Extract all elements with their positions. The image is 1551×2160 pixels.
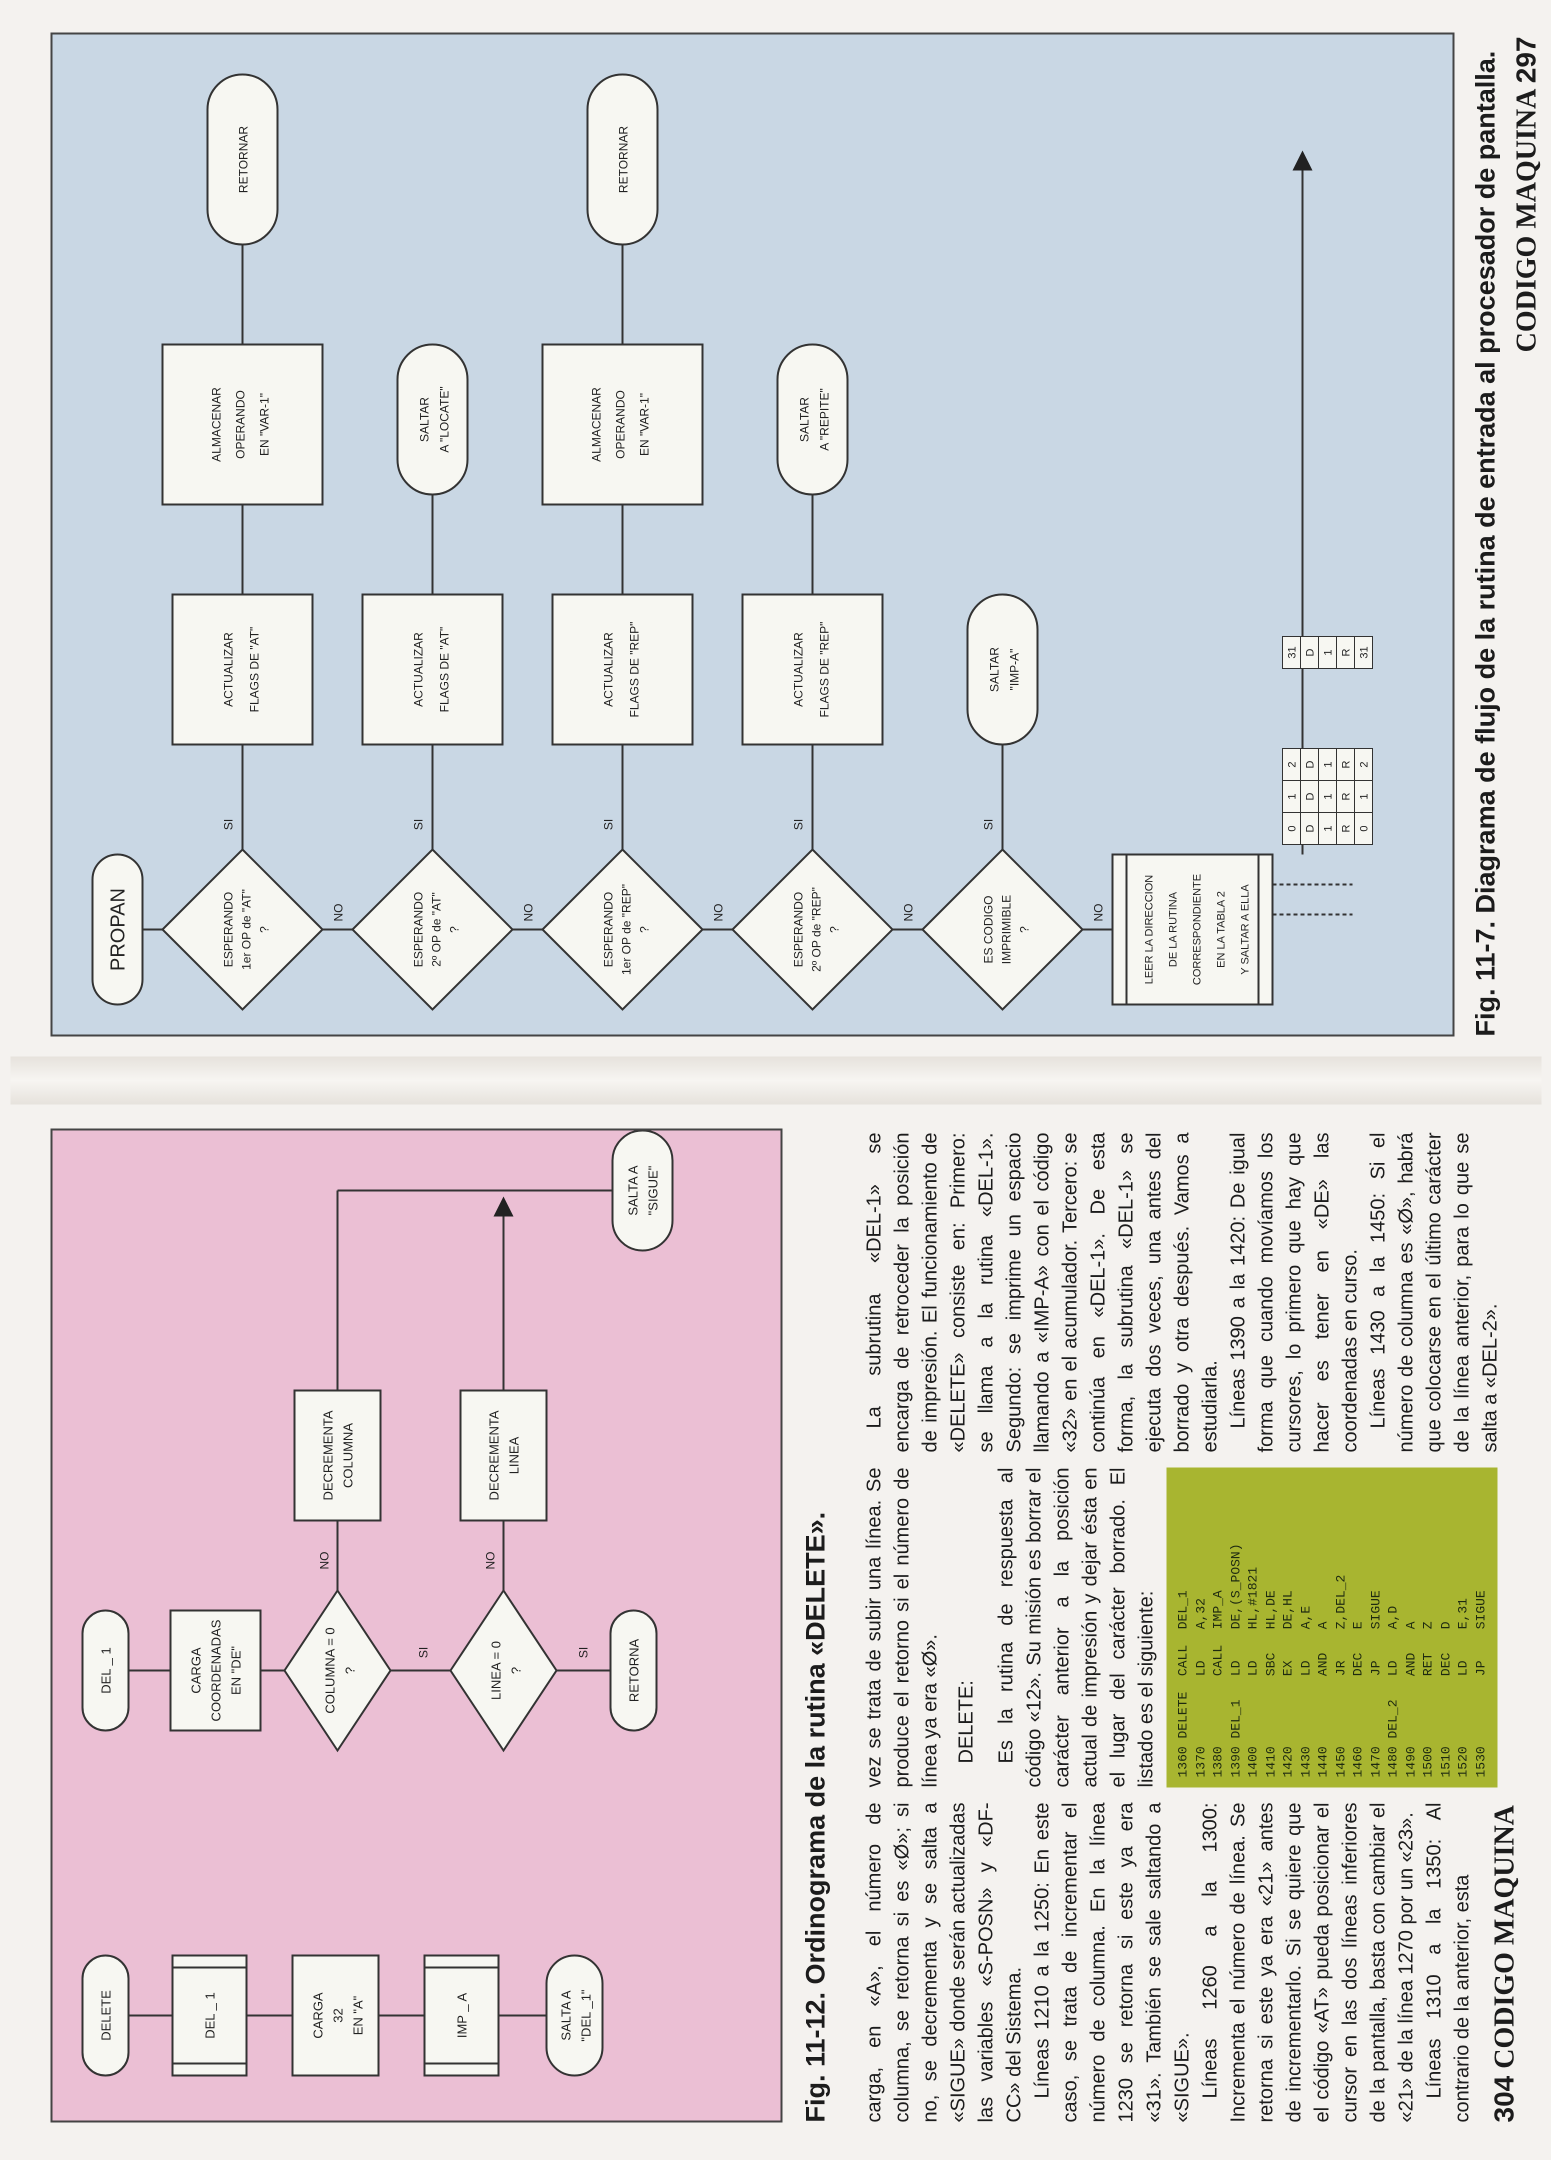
row2-si-label: SI bbox=[411, 818, 425, 830]
carga-coord-line2: COORDENADAS bbox=[208, 1619, 223, 1721]
code-line: 1460 DEC E bbox=[1350, 1620, 1365, 1777]
code-line: 1410 SBC HL,DE bbox=[1262, 1589, 1278, 1777]
dec-columna-box bbox=[294, 1390, 380, 1520]
saltar-repite-line2: A "REPITE" bbox=[817, 387, 831, 451]
code-line: 1430 LD A,E bbox=[1297, 1605, 1313, 1777]
section-heading: DELETE: bbox=[955, 1679, 977, 1763]
saltar-repite-line1: SALTAR bbox=[797, 396, 811, 442]
delete-flowchart-svg bbox=[52, 1130, 780, 2120]
linea-decision-line1: LINEA = 0 bbox=[488, 1640, 503, 1700]
paragraph: Líneas 1390 a la 1420: De igual forma que cuando movíamos los cursores, lo primero que hay que hacer es tener en «DE» las coordenadas en curso. bbox=[1227, 1132, 1361, 1452]
actualizar-row1-line1: ACTUALIZAR bbox=[221, 631, 235, 707]
delete-terminal-label: DELETE bbox=[98, 1989, 113, 2041]
actualizar-row3-line2: FLAGS DE "REP" bbox=[627, 621, 641, 717]
almacenar-row3-line3: EN "VAR-1" bbox=[637, 392, 651, 456]
decision-row2-line3: ? bbox=[447, 925, 461, 933]
impa-call-label: IMP _ A bbox=[454, 1992, 469, 2038]
propan-label: PROPAN bbox=[107, 887, 129, 971]
saltar-impa-line1: SALTAR bbox=[987, 646, 1001, 692]
carga32-line3: EN "A" bbox=[350, 1995, 365, 2035]
lookup-line5: Y SALTAR A ELLA bbox=[1239, 883, 1251, 975]
decision-row1-line3: ? bbox=[257, 925, 271, 933]
table-cell-text: 0 bbox=[1286, 824, 1298, 832]
columna-si-label: SI bbox=[416, 1646, 430, 1658]
table-cell-text: D bbox=[1304, 824, 1316, 832]
carga32-line2: 32 bbox=[330, 2007, 345, 2023]
dec-linea-line1: DECREMENTA bbox=[486, 1409, 501, 1501]
left-column-1 bbox=[860, 1802, 1476, 2122]
salta-sigue-line1: SALTA A bbox=[625, 1164, 640, 1216]
code-line: 1530 JP SIGUE bbox=[1472, 1589, 1488, 1777]
del1-terminal-label: DEL _ 1 bbox=[98, 1646, 113, 1694]
code-line: 1490 AND A bbox=[1402, 1620, 1418, 1777]
almacenar-row1-line2: OPERANDO bbox=[233, 389, 247, 459]
page-number: 304 bbox=[1488, 2075, 1519, 2122]
decision-row5-line3: ? bbox=[1017, 925, 1031, 933]
decision-row5-line2: IMPRIMIBLE bbox=[999, 894, 1013, 964]
running-head: CODIGO MAQUINA bbox=[1511, 89, 1542, 352]
paragraph: carga, en «A», el número de columna, se retorna si es «Ø»; si no, se decrementa y se salta a «SIGUE» donde serán actualizadas las variables «S-POSN» y «DF-CC» del Sistema. bbox=[863, 1802, 1025, 2122]
decision-row4-line1: ESPERANDO bbox=[791, 891, 805, 967]
linea-no-label: NO bbox=[483, 1551, 497, 1569]
row5-si-label: SI bbox=[981, 818, 995, 830]
actualizar-row3 bbox=[552, 594, 692, 744]
table-cell-text: D bbox=[1304, 648, 1316, 656]
code-line: 1480 DEL_2 LD A,D bbox=[1385, 1605, 1400, 1777]
carga-coord-line1: CARGA bbox=[188, 1646, 203, 1694]
salta-del1-line2: "DEL _1" bbox=[578, 1988, 593, 2042]
salta-sigue-line2: "SIGUE" bbox=[645, 1165, 660, 1215]
running-head: CODIGO MAQUINA bbox=[1489, 1804, 1520, 2069]
columna-decision-line2: ? bbox=[342, 1666, 357, 1674]
table-cell-text: 2 bbox=[1358, 760, 1370, 768]
linea-decision-line2: ? bbox=[508, 1666, 523, 1674]
code-line: 1500 RET Z bbox=[1420, 1620, 1435, 1777]
code-line: 1380 CALL IMP_A bbox=[1210, 1589, 1225, 1777]
carga-coord-line3: EN "DE" bbox=[228, 1645, 243, 1695]
paragraph: Líneas 1260 a la 1300: Incrementa el número de línea. Se retorna si este ya era «21» antes de incrementarlo. Si se quiere que el código «AT» pueda posicionar el cursor en las dos líneas inferiores de la pantalla, basta con cambiar el «21» de la línea 1270 por un «23». bbox=[1199, 1802, 1417, 2122]
table-cell-text: 1 bbox=[1322, 824, 1334, 832]
paragraph: vez se trata de subir una línea. Se produce el retorno si el número de línea ya era «Ø». bbox=[863, 1467, 941, 1787]
table-cell-text: 1 bbox=[1322, 648, 1334, 656]
decision-row3-line1: ESPERANDO bbox=[601, 891, 615, 967]
lookup-line2: DE LA RUTINA bbox=[1167, 891, 1179, 967]
paragraph: Líneas 1430 a la 1450: Si el número de columna es «Ø», habrá que colocarse en el último carácter de la línea anterior, para lo que se salta a «DEL-2». bbox=[1367, 1132, 1501, 1452]
paragraph: Es la rutina de respuesta al código «12». Su misión es borrar el carácter anterior a la posición actual de impresión y dejar ésta en el lugar del carácter borrado. El listado es el siguiente: bbox=[995, 1467, 1157, 1787]
actualizar-row1 bbox=[172, 594, 312, 744]
code-line: 1450 JR Z,DEL_2 bbox=[1332, 1574, 1348, 1777]
decision-row3-line3: ? bbox=[637, 925, 651, 933]
decision-row1-line2: 1er OP de "AT" bbox=[239, 888, 253, 970]
almacenar-row3-line2: OPERANDO bbox=[613, 389, 627, 459]
almacenar-row3-line1: ALMACENAR bbox=[589, 386, 603, 462]
lookup-line3: CORRESPONDIENTE bbox=[1191, 873, 1203, 985]
left-column-3 bbox=[860, 1132, 1504, 1452]
actualizar-row2-line2: FLAGS DE "AT" bbox=[437, 626, 451, 712]
dec-linea-line2: LINEA bbox=[506, 1436, 521, 1474]
decision-row1-line1: ESPERANDO bbox=[221, 891, 235, 967]
salta-del1-line1: SALTA A bbox=[558, 1989, 573, 2041]
table-cell-text: 31 bbox=[1286, 645, 1298, 659]
actualizar-row4-line1: ACTUALIZAR bbox=[791, 631, 805, 707]
decision-row2-line1: ESPERANDO bbox=[411, 891, 425, 967]
salta-sigue-terminal bbox=[612, 1130, 672, 1250]
saltar-locate-line2: A "LOCATE" bbox=[437, 385, 451, 453]
code-line: 1360 DELETE CALL DEL_1 bbox=[1175, 1589, 1190, 1777]
almacenar-row1-line3: EN "VAR-1" bbox=[257, 392, 271, 456]
decision-row2-line2: 2º OP de "AT" bbox=[429, 891, 443, 967]
retornar-row1-label: RETORNAR bbox=[236, 125, 250, 193]
table-cell-text: 1 bbox=[1358, 792, 1370, 800]
figure-caption-11-12: Fig. 11-12. Ordinograma de la rutina «DELETE». bbox=[800, 1511, 830, 2122]
row5-no-label: NO bbox=[1091, 903, 1105, 921]
code-line: 1510 DEC D bbox=[1437, 1620, 1453, 1777]
del1-call-label: DEL _ 1 bbox=[202, 1991, 217, 2039]
saltar-repite bbox=[777, 344, 847, 494]
carga32-line1: CARGA bbox=[310, 1991, 325, 2039]
code-line: 1440 AND A bbox=[1315, 1620, 1330, 1777]
saltar-locate-line1: SALTAR bbox=[417, 396, 431, 442]
code-line: 1390 DEL_1 LD DE,(S_POSN) bbox=[1227, 1542, 1243, 1777]
retorna-label: RETORNA bbox=[626, 1638, 641, 1702]
table-cell-text: 31 bbox=[1358, 645, 1370, 659]
table-cell-text: R bbox=[1340, 760, 1352, 768]
salta-del1-terminal bbox=[546, 1955, 602, 2075]
actualizar-row1-line2: FLAGS DE "AT" bbox=[247, 626, 261, 712]
table-cell-text: D bbox=[1304, 792, 1316, 800]
lookup-line1: LEER LA DIRECCION bbox=[1143, 874, 1155, 984]
figure-caption-11-7: Fig. 11-7. Diagrama de flujo de la rutina de entrada al procesador de pantalla. bbox=[1470, 50, 1500, 1036]
code-line: 1370 LD A,32 bbox=[1192, 1597, 1208, 1777]
dec-linea-box bbox=[460, 1390, 546, 1520]
decision-row4-line2: 2º OP de "REP" bbox=[809, 886, 823, 972]
almacenar-row1-line1: ALMACENAR bbox=[209, 386, 223, 462]
book-gutter bbox=[10, 1056, 1541, 1104]
table-cell-text: R bbox=[1340, 824, 1352, 832]
table-cell-text: R bbox=[1340, 648, 1352, 656]
code-line: 1400 LD HL,#1821 bbox=[1245, 1566, 1260, 1777]
row4-no-label: NO bbox=[901, 903, 915, 921]
right-page bbox=[10, 10, 1541, 1056]
decision-row4-line3: ? bbox=[827, 925, 841, 933]
left-column-2 bbox=[860, 1467, 1497, 1787]
actualizar-row2-line1: ACTUALIZAR bbox=[411, 631, 425, 707]
dec-columna-line1: DECREMENTA bbox=[320, 1409, 335, 1501]
right-page-footer bbox=[1510, 36, 1543, 352]
left-page-footer bbox=[1488, 1805, 1521, 2122]
linea-si-label: SI bbox=[576, 1646, 590, 1658]
saltar-impa-line2: "IMP-A" bbox=[1007, 648, 1021, 690]
actualizar-row4-line2: FLAGS DE "REP" bbox=[817, 621, 831, 717]
saltar-locate bbox=[397, 344, 467, 494]
retornar-row3-label: RETORNAR bbox=[616, 125, 630, 193]
code-line: 1470 JP SIGUE bbox=[1367, 1589, 1383, 1777]
actualizar-row2 bbox=[362, 594, 502, 744]
decision-row5-line1: ES CODIGO bbox=[981, 894, 995, 964]
columna-decision-line1: COLUMNA = 0 bbox=[322, 1626, 337, 1714]
delete-flowchart bbox=[50, 1128, 782, 2122]
columna-no-label: NO bbox=[317, 1551, 331, 1569]
code-listing bbox=[1166, 1467, 1497, 1787]
row1-si-label: SI bbox=[221, 818, 235, 830]
table-cell-text: R bbox=[1340, 792, 1352, 800]
row1-no-label: NO bbox=[331, 903, 345, 921]
rotated-spread bbox=[10, 10, 1541, 2150]
row3-no-label: NO bbox=[711, 903, 725, 921]
paragraph: La subrutina «DEL-1» se encarga de retroceder la posición de impresión. El funcionamiento de «DELETE» consiste en: Primero: se llama a la rutina «DEL-1». Segundo: se imprime un espacio llamando a «IMP-A» con el código «32» en el acumulador. Tercero: se continúa en «DEL-1». De esta forma, la subrutina «DEL-1» se ejecuta dos veces, una antes del borrado y otra después. Vamos a estudiarla. bbox=[863, 1132, 1221, 1452]
saltar-impa bbox=[967, 594, 1037, 744]
table-cell-text: 2 bbox=[1286, 760, 1298, 768]
dec-columna-line2: COLUMNA bbox=[340, 1422, 355, 1488]
table-cell-text: 1 bbox=[1322, 792, 1334, 800]
left-text-columns bbox=[860, 1132, 1501, 2122]
row3-si-label: SI bbox=[601, 818, 615, 830]
row2-no-label: NO bbox=[521, 903, 535, 921]
paragraph: Líneas 1310 a la 1350: Al contrario de la anterior, esta bbox=[1423, 1802, 1473, 2122]
actualizar-row4 bbox=[742, 594, 882, 744]
lookup-line4: EN LA TABLA 2 bbox=[1215, 890, 1227, 968]
code-line: 1520 LD E,31 bbox=[1455, 1597, 1470, 1777]
propan-flowchart-svg bbox=[52, 34, 1452, 1034]
decision-row3-line2: 1er OP de "REP" bbox=[619, 883, 633, 975]
table-cell-text: 1 bbox=[1286, 792, 1298, 800]
row4-si-label: SI bbox=[791, 818, 805, 830]
paragraph: Líneas 1210 a la 1250: En este caso, se trata de incrementar el número de columna. En la línea 1230 se retorna si este ya era «31». También se sale saltando a «SIGUE». bbox=[1031, 1802, 1193, 2122]
page-number: 297 bbox=[1510, 36, 1541, 83]
propan-flowchart bbox=[50, 32, 1454, 1036]
left-page bbox=[10, 1104, 1541, 2150]
code-line: 1420 EX DE,HL bbox=[1280, 1589, 1295, 1777]
table-cell-text: 1 bbox=[1322, 760, 1334, 768]
table-cell-text: 0 bbox=[1358, 824, 1370, 832]
table-cell-text: D bbox=[1304, 760, 1316, 768]
actualizar-row3-line1: ACTUALIZAR bbox=[601, 631, 615, 707]
lookup-table bbox=[1282, 636, 1372, 844]
